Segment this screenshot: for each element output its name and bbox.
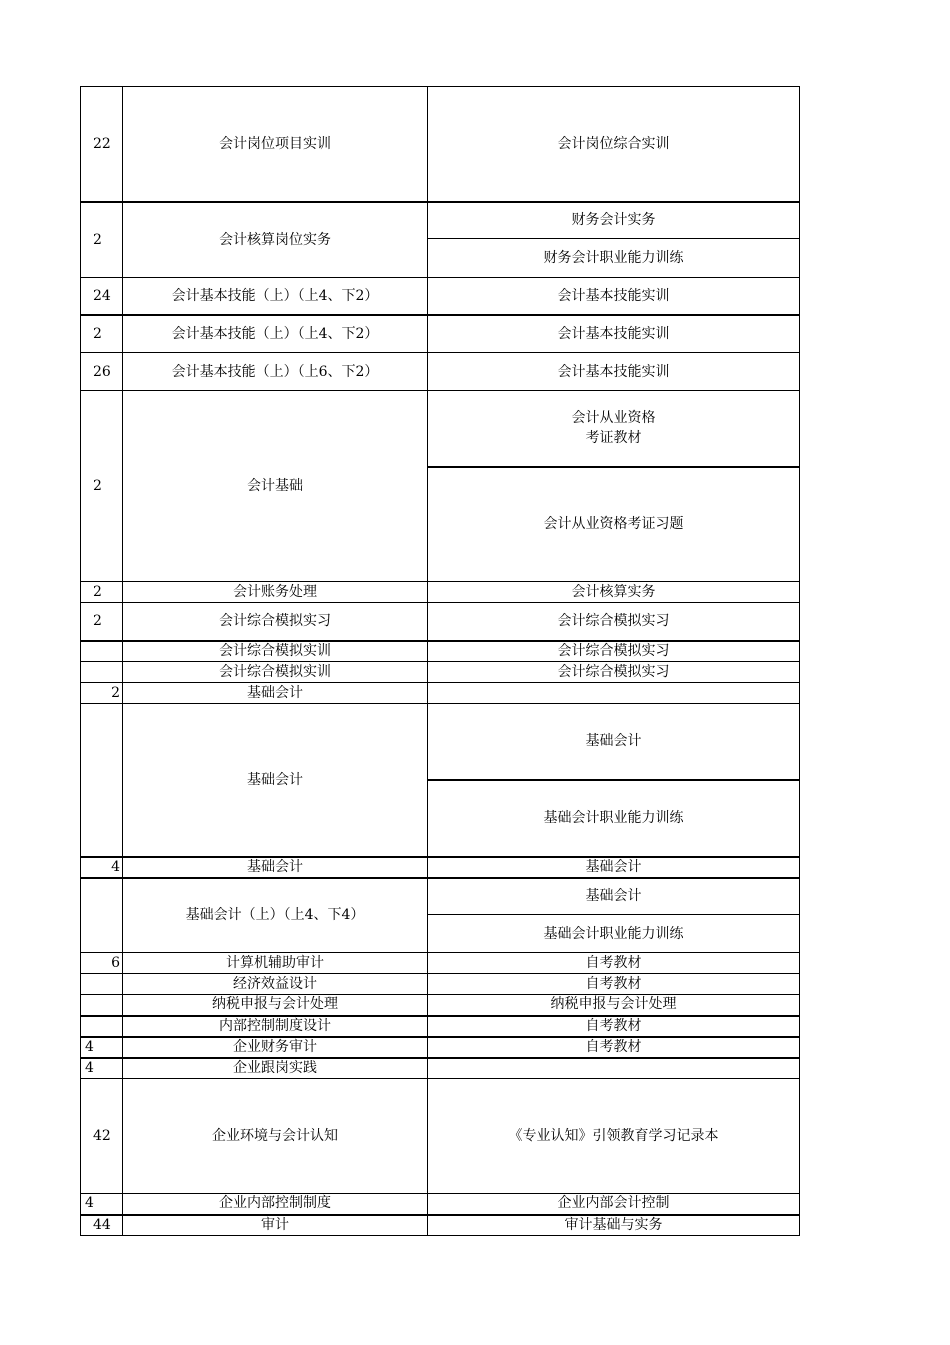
textbook-name: 自考教材: [428, 953, 800, 974]
table-row: [81, 683, 800, 704]
textbook-name: 基础会计职业能力训练: [428, 915, 800, 953]
course-name: 会计综合模拟实训: [123, 662, 428, 683]
textbook-name: 自考教材: [428, 974, 800, 995]
textbook-name: 基础会计职业能力训练: [428, 780, 800, 857]
row-number: [81, 662, 123, 683]
table-row: [81, 353, 800, 391]
table-row: [81, 953, 800, 974]
course-name: 经济效益设计: [123, 974, 428, 995]
course-name: 基础会计（上）（上4、下4）: [123, 878, 428, 953]
row-number: 44: [81, 1215, 123, 1236]
row-number: 24: [81, 278, 123, 315]
course-name: 计算机辅助审计: [123, 953, 428, 974]
textbook-name: 会计基本技能实训: [428, 315, 800, 353]
row-number: 2: [81, 391, 123, 582]
course-name: 基础会计: [123, 683, 428, 704]
row-number: 2: [81, 683, 123, 704]
course-name: 企业环境与会计认知: [123, 1079, 428, 1194]
table-row: [81, 1194, 800, 1215]
table-row: [81, 391, 800, 467]
textbook-name: 会计基本技能实训: [428, 353, 800, 391]
textbook-name: 《专业认知》引领教育学习记录本: [428, 1079, 800, 1194]
course-name: 内部控制制度设计: [123, 1016, 428, 1037]
row-number: 4: [81, 857, 123, 878]
table-row: [81, 1016, 800, 1037]
textbook-name: [428, 683, 800, 704]
course-name: 会计综合模拟实习: [123, 603, 428, 641]
row-number: [81, 878, 123, 953]
course-textbook-table: [80, 86, 800, 1236]
table-row: [81, 603, 800, 641]
course-name: 会计账务处理: [123, 582, 428, 603]
table-row: [81, 87, 800, 202]
course-name: 企业内部控制制度: [123, 1194, 428, 1215]
row-number: [81, 1016, 123, 1037]
table-row: [81, 641, 800, 662]
row-number: 4: [81, 1194, 123, 1215]
textbook-name: 会计从业资格 考证教材: [428, 391, 800, 467]
table-row: [81, 878, 800, 915]
textbook-name: 基础会计: [428, 857, 800, 878]
table-row: [81, 974, 800, 995]
row-number: 22: [81, 87, 123, 202]
course-name: 纳税申报与会计处理: [123, 995, 428, 1016]
textbook-name: 自考教材: [428, 1037, 800, 1058]
textbook-name: 财务会计实务: [428, 202, 800, 239]
textbook-name: 财务会计职业能力训练: [428, 239, 800, 278]
textbook-name: 会计综合模拟实习: [428, 662, 800, 683]
course-name: 企业财务审计: [123, 1037, 428, 1058]
table-row: [81, 857, 800, 878]
course-name: 审计: [123, 1215, 428, 1236]
course-name: 会计基本技能（上）（上6、下2）: [123, 353, 428, 391]
row-number: 2: [81, 582, 123, 603]
course-name: 会计核算岗位实务: [123, 202, 428, 278]
textbook-name: 会计基本技能实训: [428, 278, 800, 315]
row-number: 26: [81, 353, 123, 391]
row-number: 6: [81, 953, 123, 974]
textbook-name: 会计综合模拟实习: [428, 603, 800, 641]
course-name: 会计岗位项目实训: [123, 87, 428, 202]
textbook-name: 企业内部会计控制: [428, 1194, 800, 1215]
row-number: [81, 974, 123, 995]
table-row: [81, 202, 800, 239]
table-row: [81, 315, 800, 353]
table-row: [81, 278, 800, 315]
textbook-name: 基础会计: [428, 878, 800, 915]
row-number: 2: [81, 603, 123, 641]
row-number: 2: [81, 202, 123, 278]
table-row: [81, 704, 800, 780]
row-number: [81, 641, 123, 662]
course-name: 基础会计: [123, 704, 428, 857]
row-number: [81, 995, 123, 1016]
textbook-name: 基础会计: [428, 704, 800, 780]
textbook-name: 审计基础与实务: [428, 1215, 800, 1236]
textbook-name: 会计综合模拟实习: [428, 641, 800, 662]
textbook-name: 纳税申报与会计处理: [428, 995, 800, 1016]
row-number: 4: [81, 1058, 123, 1079]
row-number: 2: [81, 315, 123, 353]
course-name: 会计基本技能（上）（上4、下2）: [123, 315, 428, 353]
textbook-name: 会计岗位综合实训: [428, 87, 800, 202]
textbook-name: 会计核算实务: [428, 582, 800, 603]
table-row: [81, 1215, 800, 1236]
course-name: 会计基础: [123, 391, 428, 582]
course-name: 基础会计: [123, 857, 428, 878]
row-number: [81, 704, 123, 857]
table-row: [81, 582, 800, 603]
table-row: [81, 1058, 800, 1079]
row-number: 4: [81, 1037, 123, 1058]
textbook-name: [428, 1058, 800, 1079]
table-row: [81, 1079, 800, 1194]
course-name: 企业跟岗实践: [123, 1058, 428, 1079]
textbook-name: 自考教材: [428, 1016, 800, 1037]
table-row: [81, 662, 800, 683]
course-name: 会计基本技能（上）（上4、下2）: [123, 278, 428, 315]
course-name: 会计综合模拟实训: [123, 641, 428, 662]
table-row: [81, 1037, 800, 1058]
table-row: [81, 995, 800, 1016]
textbook-name: 会计从业资格考证习题: [428, 467, 800, 582]
row-number: 42: [81, 1079, 123, 1194]
